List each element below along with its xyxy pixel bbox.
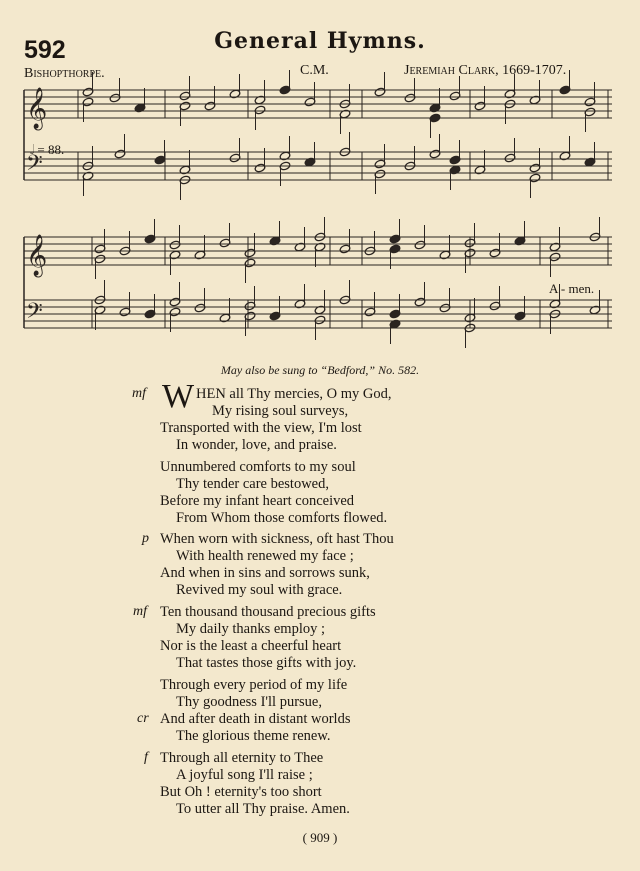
- verse-line: Before my infant heart conceived: [160, 493, 355, 509]
- verse-line: Revived my soul with grace.: [176, 582, 343, 598]
- verse-line: That tastes those gifts with joy.: [176, 655, 357, 671]
- verse-line: A joyful song I'll raise ;: [176, 767, 313, 783]
- page-number: ( 909 ): [302, 830, 338, 845]
- verse-line: In wonder, love, and praise.: [176, 437, 337, 453]
- verse-line: And when in sins and sorrows sunk,: [160, 565, 370, 581]
- tune-name: Bishopthorpe.: [24, 66, 105, 81]
- verse-line: But Oh ! eternity's too short: [160, 784, 322, 800]
- verse-line: Transported with the view, I'm lost: [160, 420, 362, 436]
- composer-dates: , 1669-1707.: [495, 63, 567, 78]
- meter: C.M.: [300, 63, 329, 78]
- verse-line: Unnumbered comforts to my soul: [160, 459, 356, 475]
- verse-line: From Whom those comforts flowed.: [176, 510, 388, 526]
- amen-lyric: A - men.: [549, 281, 595, 296]
- verse-line: Through all eternity to Thee: [160, 750, 324, 766]
- treble-clef: 𝄞: [26, 88, 48, 129]
- verse-line: HEN all Thy mercies, O my God,: [196, 386, 392, 402]
- verse-line: To utter all Thy praise. Amen.: [176, 801, 350, 817]
- section-title: General Hymns.: [214, 28, 426, 54]
- verse-line: My rising soul surveys,: [212, 403, 349, 419]
- drop-cap: W: [162, 378, 195, 415]
- music-score: [0, 0, 640, 350]
- verse-line: Thy tender care bestowed,: [176, 476, 329, 492]
- dynamic-mark: mf: [133, 604, 147, 619]
- verse-line: Ten thousand thousand precious gifts: [160, 604, 376, 620]
- verse-line: With health renewed my face ;: [176, 548, 354, 564]
- verse-line: Nor is the least a cheerful heart: [160, 638, 342, 654]
- verse-line: Through every period of my life: [160, 677, 348, 693]
- verse-line: Thy goodness I'll pursue,: [176, 694, 322, 710]
- dynamic-mark: cr: [137, 711, 149, 726]
- verse-line: And after death in distant worlds: [160, 711, 351, 727]
- bass-clef: 𝄢: [26, 151, 43, 181]
- dynamic-mark: f: [144, 750, 148, 765]
- bass-clef: 𝄢: [26, 299, 43, 329]
- verse-line: When worn with sickness, oft hast Thou: [160, 531, 394, 547]
- treble-clef: 𝄞: [26, 235, 48, 276]
- verse-line: My daily thanks employ ;: [176, 621, 326, 637]
- verse-line: The glorious theme renew.: [176, 728, 331, 744]
- composer-name: Jeremiah Clark: [404, 63, 496, 78]
- alt-tune-note: May also be sung to “Bedford,” No. 582.: [220, 363, 420, 377]
- tempo-mark: 𝅗𝅥 = 88.: [30, 142, 65, 157]
- hymn-number: 592: [24, 36, 66, 64]
- dynamic-mark: p: [142, 531, 149, 546]
- dynamic-mark: mf: [132, 386, 146, 401]
